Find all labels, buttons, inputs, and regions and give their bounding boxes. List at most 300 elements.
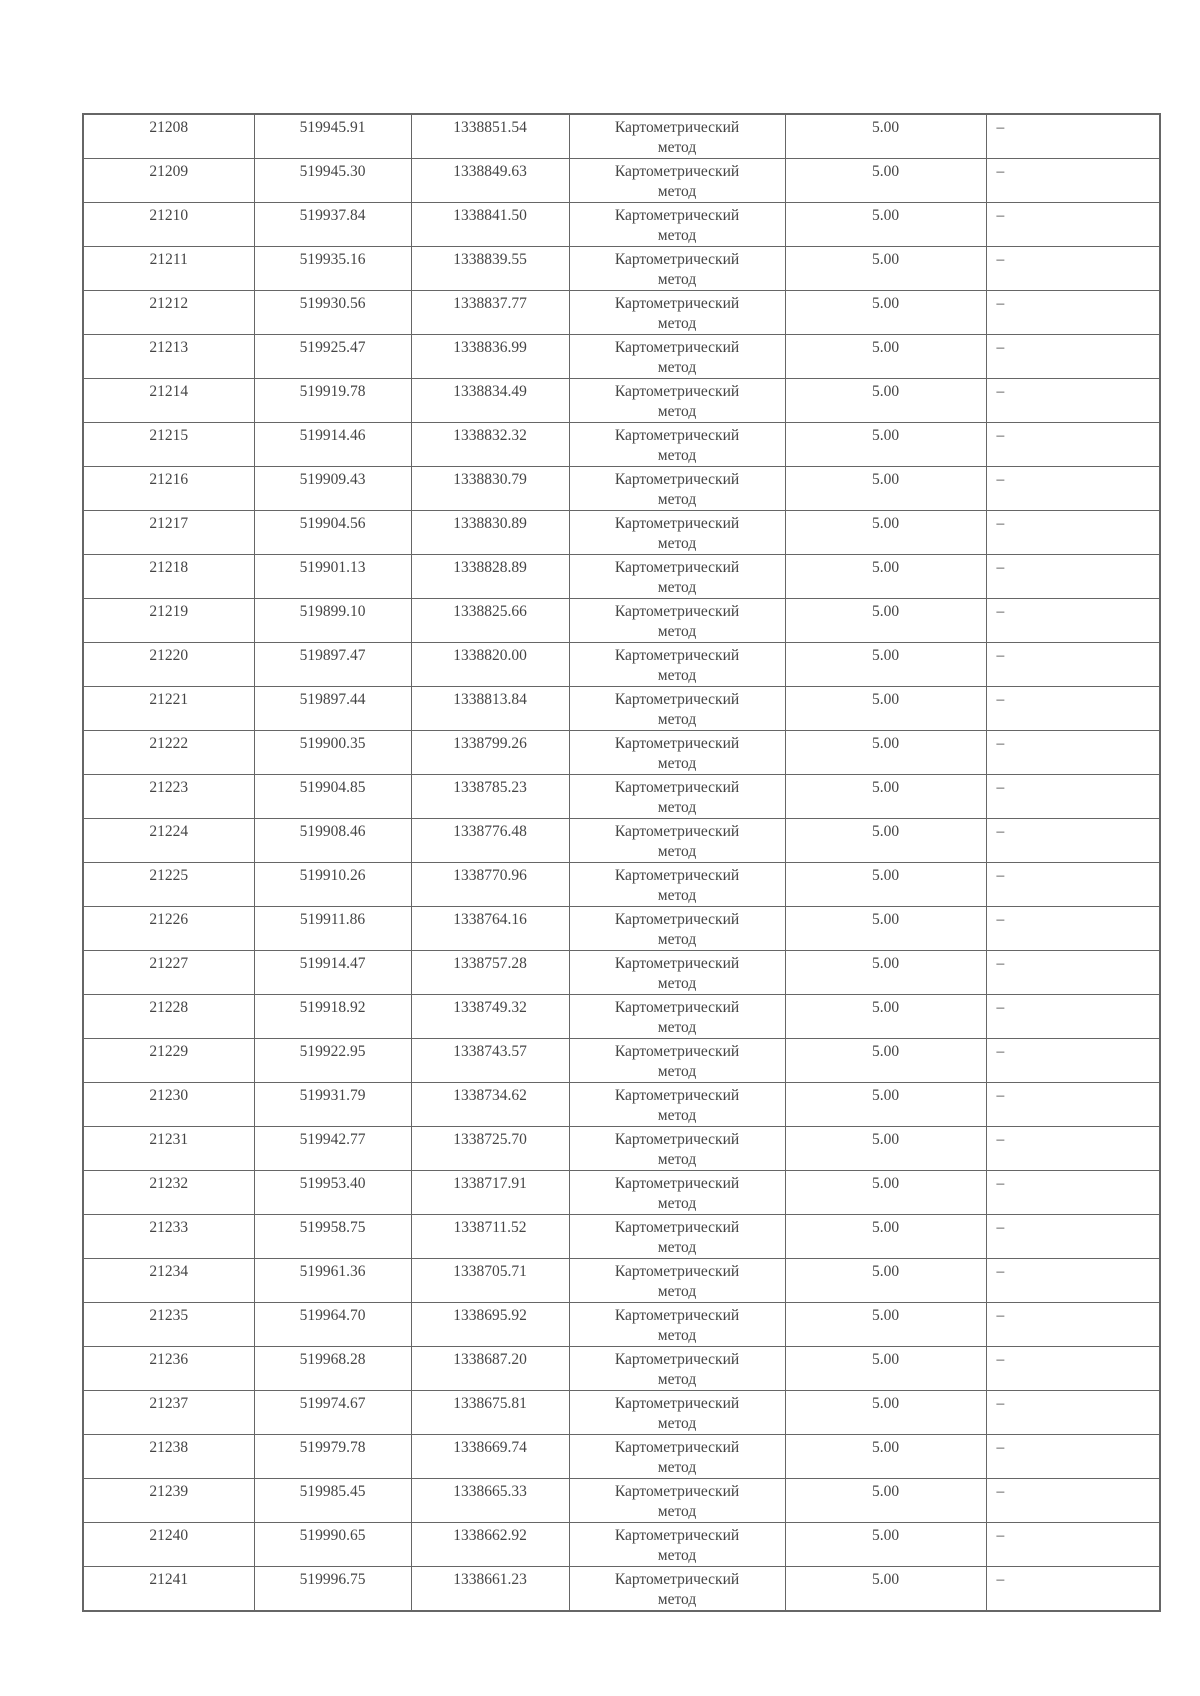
y-coordinate-cell: 1338743.57 xyxy=(411,1039,569,1083)
y-coordinate-cell: 1338841.50 xyxy=(411,203,569,247)
point-number-cell: 21212 xyxy=(83,291,254,335)
y-coordinate-cell: 1338830.79 xyxy=(411,467,569,511)
x-coordinate-cell: 519911.86 xyxy=(254,907,411,951)
point-number-cell: 21229 xyxy=(83,1039,254,1083)
y-coordinate-cell: 1338836.99 xyxy=(411,335,569,379)
x-coordinate-cell: 519914.47 xyxy=(254,951,411,995)
note-cell: – xyxy=(986,643,1160,687)
y-coordinate-cell: 1338799.26 xyxy=(411,731,569,775)
precision-cell: 5.00 xyxy=(785,1303,986,1347)
method-cell xyxy=(569,863,785,907)
x-coordinate-cell: 519899.10 xyxy=(254,599,411,643)
method-line2: метод xyxy=(657,887,697,904)
note-cell: – xyxy=(986,1391,1160,1435)
method-cell xyxy=(569,1479,785,1523)
method-cell xyxy=(569,1215,785,1259)
point-number-cell: 21214 xyxy=(83,379,254,423)
y-coordinate-cell: 1338834.49 xyxy=(411,379,569,423)
method-line1: Картометрический xyxy=(614,1131,740,1148)
method-cell xyxy=(569,995,785,1039)
point-number-cell: 21228 xyxy=(83,995,254,1039)
method-cell xyxy=(569,819,785,863)
precision-cell: 5.00 xyxy=(785,1391,986,1435)
method-line1: Картометрический xyxy=(614,559,740,576)
method-line2: метод xyxy=(657,799,697,816)
point-number-cell: 21220 xyxy=(83,643,254,687)
method-line2: метод xyxy=(657,1415,697,1432)
method-line1: Картометрический xyxy=(614,647,740,664)
note-cell: – xyxy=(986,555,1160,599)
note-cell: – xyxy=(986,731,1160,775)
method-cell xyxy=(569,203,785,247)
method-cell xyxy=(569,599,785,643)
table-row xyxy=(83,819,1160,863)
table-row xyxy=(83,555,1160,599)
y-coordinate-cell: 1338785.23 xyxy=(411,775,569,819)
method-line1: Картометрический xyxy=(614,383,740,400)
note-cell: – xyxy=(986,1567,1160,1612)
method-line1: Картометрический xyxy=(614,1087,740,1104)
point-number-cell: 21226 xyxy=(83,907,254,951)
y-coordinate-cell: 1338749.32 xyxy=(411,995,569,1039)
method-line1: Картометрический xyxy=(614,1351,740,1368)
table-row xyxy=(83,159,1160,203)
point-number-cell: 21241 xyxy=(83,1567,254,1612)
method-line1: Картометрический xyxy=(614,999,740,1016)
note-cell: – xyxy=(986,907,1160,951)
y-coordinate-cell: 1338757.28 xyxy=(411,951,569,995)
method-line2: метод xyxy=(657,843,697,860)
method-cell xyxy=(569,1127,785,1171)
point-number-cell: 21227 xyxy=(83,951,254,995)
point-number-cell: 21210 xyxy=(83,203,254,247)
y-coordinate-cell: 1338717.91 xyxy=(411,1171,569,1215)
method-line2: метод xyxy=(657,931,697,948)
method-line2: метод xyxy=(657,1239,697,1256)
table-row xyxy=(83,291,1160,335)
note-cell: – xyxy=(986,995,1160,1039)
y-coordinate-cell: 1338661.23 xyxy=(411,1567,569,1612)
table-row xyxy=(83,1215,1160,1259)
method-line1: Картометрический xyxy=(614,1263,740,1280)
precision-cell: 5.00 xyxy=(785,1259,986,1303)
x-coordinate-cell: 519897.44 xyxy=(254,687,411,731)
x-coordinate-cell: 519953.40 xyxy=(254,1171,411,1215)
method-line1: Картометрический xyxy=(614,1219,740,1236)
y-coordinate-cell: 1338776.48 xyxy=(411,819,569,863)
method-line2: метод xyxy=(657,1151,697,1168)
y-coordinate-cell: 1338734.62 xyxy=(411,1083,569,1127)
precision-cell: 5.00 xyxy=(785,423,986,467)
y-coordinate-cell: 1338832.32 xyxy=(411,423,569,467)
precision-cell: 5.00 xyxy=(785,159,986,203)
precision-cell: 5.00 xyxy=(785,335,986,379)
y-coordinate-cell: 1338725.70 xyxy=(411,1127,569,1171)
method-line2: метод xyxy=(657,491,697,508)
table-row xyxy=(83,863,1160,907)
note-cell: – xyxy=(986,114,1160,159)
point-number-cell: 21240 xyxy=(83,1523,254,1567)
method-line1: Картометрический xyxy=(614,823,740,840)
note-cell: – xyxy=(986,1347,1160,1391)
x-coordinate-cell: 519968.28 xyxy=(254,1347,411,1391)
table-row xyxy=(83,423,1160,467)
point-number-cell: 21239 xyxy=(83,1479,254,1523)
method-line1: Картометрический xyxy=(614,1439,740,1456)
method-cell xyxy=(569,335,785,379)
table-row xyxy=(83,1523,1160,1567)
table-row xyxy=(83,995,1160,1039)
method-line1: Картометрический xyxy=(614,251,740,268)
method-line2: метод xyxy=(657,1063,697,1080)
point-number-cell: 21238 xyxy=(83,1435,254,1479)
y-coordinate-cell: 1338662.92 xyxy=(411,1523,569,1567)
precision-cell: 5.00 xyxy=(785,599,986,643)
method-cell xyxy=(569,1567,785,1612)
method-line1: Картометрический xyxy=(614,1483,740,1500)
method-cell xyxy=(569,907,785,951)
method-cell xyxy=(569,1171,785,1215)
x-coordinate-cell: 519985.45 xyxy=(254,1479,411,1523)
method-line2: метод xyxy=(657,755,697,772)
x-coordinate-cell: 519990.65 xyxy=(254,1523,411,1567)
point-number-cell: 21234 xyxy=(83,1259,254,1303)
precision-cell: 5.00 xyxy=(785,775,986,819)
table-row xyxy=(83,951,1160,995)
table-row xyxy=(83,1039,1160,1083)
precision-cell: 5.00 xyxy=(785,1435,986,1479)
coordinates-table xyxy=(82,113,1161,1612)
method-line2: метод xyxy=(657,1371,697,1388)
point-number-cell: 21221 xyxy=(83,687,254,731)
y-coordinate-cell: 1338851.54 xyxy=(411,114,569,159)
table-row xyxy=(83,467,1160,511)
x-coordinate-cell: 519930.56 xyxy=(254,291,411,335)
method-line2: метод xyxy=(657,1503,697,1520)
point-number-cell: 21216 xyxy=(83,467,254,511)
point-number-cell: 21225 xyxy=(83,863,254,907)
note-cell: – xyxy=(986,1435,1160,1479)
method-cell xyxy=(569,1347,785,1391)
x-coordinate-cell: 519914.46 xyxy=(254,423,411,467)
y-coordinate-cell: 1338669.74 xyxy=(411,1435,569,1479)
method-cell xyxy=(569,379,785,423)
precision-cell: 5.00 xyxy=(785,907,986,951)
method-line1: Картометрический xyxy=(614,1571,740,1588)
note-cell: – xyxy=(986,511,1160,555)
table-row xyxy=(83,1347,1160,1391)
precision-cell: 5.00 xyxy=(785,555,986,599)
method-line1: Картометрический xyxy=(614,1395,740,1412)
table-row xyxy=(83,1259,1160,1303)
y-coordinate-cell: 1338665.33 xyxy=(411,1479,569,1523)
y-coordinate-cell: 1338695.92 xyxy=(411,1303,569,1347)
note-cell: – xyxy=(986,1039,1160,1083)
y-coordinate-cell: 1338705.71 xyxy=(411,1259,569,1303)
method-line2: метод xyxy=(657,183,697,200)
method-cell xyxy=(569,555,785,599)
x-coordinate-cell: 519931.79 xyxy=(254,1083,411,1127)
note-cell: – xyxy=(986,247,1160,291)
table-row xyxy=(83,247,1160,291)
point-number-cell: 21215 xyxy=(83,423,254,467)
precision-cell: 5.00 xyxy=(785,951,986,995)
table-row xyxy=(83,379,1160,423)
precision-cell: 5.00 xyxy=(785,379,986,423)
x-coordinate-cell: 519909.43 xyxy=(254,467,411,511)
method-cell xyxy=(569,247,785,291)
method-line1: Картометрический xyxy=(614,603,740,620)
table-row xyxy=(83,1171,1160,1215)
precision-cell: 5.00 xyxy=(785,1567,986,1612)
x-coordinate-cell: 519935.16 xyxy=(254,247,411,291)
table-row xyxy=(83,1479,1160,1523)
y-coordinate-cell: 1338839.55 xyxy=(411,247,569,291)
x-coordinate-cell: 519937.84 xyxy=(254,203,411,247)
y-coordinate-cell: 1338675.81 xyxy=(411,1391,569,1435)
note-cell: – xyxy=(986,1523,1160,1567)
note-cell: – xyxy=(986,1479,1160,1523)
note-cell: – xyxy=(986,1083,1160,1127)
table-row xyxy=(83,1435,1160,1479)
method-line1: Картометрический xyxy=(614,1527,740,1544)
y-coordinate-cell: 1338849.63 xyxy=(411,159,569,203)
method-line1: Картометрический xyxy=(614,207,740,224)
method-line2: метод xyxy=(657,1459,697,1476)
table-row xyxy=(83,114,1160,159)
method-line1: Картометрический xyxy=(614,911,740,928)
x-coordinate-cell: 519904.56 xyxy=(254,511,411,555)
method-cell xyxy=(569,1435,785,1479)
table-row xyxy=(83,687,1160,731)
y-coordinate-cell: 1338820.00 xyxy=(411,643,569,687)
precision-cell: 5.00 xyxy=(785,1523,986,1567)
y-coordinate-cell: 1338828.89 xyxy=(411,555,569,599)
point-number-cell: 21217 xyxy=(83,511,254,555)
method-line2: метод xyxy=(657,623,697,640)
precision-cell: 5.00 xyxy=(785,203,986,247)
table-row xyxy=(83,775,1160,819)
method-line2: метод xyxy=(657,271,697,288)
x-coordinate-cell: 519925.47 xyxy=(254,335,411,379)
table-row xyxy=(83,907,1160,951)
precision-cell: 5.00 xyxy=(785,1171,986,1215)
x-coordinate-cell: 519904.85 xyxy=(254,775,411,819)
precision-cell: 5.00 xyxy=(785,114,986,159)
x-coordinate-cell: 519945.30 xyxy=(254,159,411,203)
note-cell: – xyxy=(986,687,1160,731)
method-line1: Картометрический xyxy=(614,515,740,532)
method-line1: Картометрический xyxy=(614,163,740,180)
x-coordinate-cell: 519910.26 xyxy=(254,863,411,907)
precision-cell: 5.00 xyxy=(785,863,986,907)
method-line2: метод xyxy=(657,667,697,684)
precision-cell: 5.00 xyxy=(785,687,986,731)
method-line1: Картометрический xyxy=(614,119,740,136)
method-line1: Картометрический xyxy=(614,867,740,884)
method-line2: метод xyxy=(657,1283,697,1300)
method-cell xyxy=(569,423,785,467)
note-cell: – xyxy=(986,335,1160,379)
method-line2: метод xyxy=(657,711,697,728)
note-cell: – xyxy=(986,951,1160,995)
method-cell xyxy=(569,291,785,335)
method-line2: метод xyxy=(657,403,697,420)
method-line1: Картометрический xyxy=(614,339,740,356)
point-number-cell: 21232 xyxy=(83,1171,254,1215)
table-row xyxy=(83,511,1160,555)
note-cell: – xyxy=(986,159,1160,203)
y-coordinate-cell: 1338837.77 xyxy=(411,291,569,335)
y-coordinate-cell: 1338764.16 xyxy=(411,907,569,951)
x-coordinate-cell: 519901.13 xyxy=(254,555,411,599)
precision-cell: 5.00 xyxy=(785,247,986,291)
note-cell: – xyxy=(986,203,1160,247)
x-coordinate-cell: 519942.77 xyxy=(254,1127,411,1171)
precision-cell: 5.00 xyxy=(785,1127,986,1171)
method-line2: метод xyxy=(657,1107,697,1124)
table-row xyxy=(83,1391,1160,1435)
precision-cell: 5.00 xyxy=(785,995,986,1039)
y-coordinate-cell: 1338813.84 xyxy=(411,687,569,731)
x-coordinate-cell: 519908.46 xyxy=(254,819,411,863)
method-line1: Картометрический xyxy=(614,735,740,752)
method-line1: Картометрический xyxy=(614,471,740,488)
point-number-cell: 21222 xyxy=(83,731,254,775)
method-line1: Картометрический xyxy=(614,955,740,972)
x-coordinate-cell: 519922.95 xyxy=(254,1039,411,1083)
method-line1: Картометрический xyxy=(614,691,740,708)
method-cell xyxy=(569,1391,785,1435)
x-coordinate-cell: 519979.78 xyxy=(254,1435,411,1479)
note-cell: – xyxy=(986,1303,1160,1347)
x-coordinate-cell: 519958.75 xyxy=(254,1215,411,1259)
method-line2: метод xyxy=(657,535,697,552)
table-row xyxy=(83,1083,1160,1127)
method-cell xyxy=(569,114,785,159)
x-coordinate-cell: 519945.91 xyxy=(254,114,411,159)
method-cell xyxy=(569,775,785,819)
method-cell xyxy=(569,1523,785,1567)
method-line2: метод xyxy=(657,1195,697,1212)
method-cell xyxy=(569,511,785,555)
table-row xyxy=(83,1303,1160,1347)
method-cell xyxy=(569,1039,785,1083)
method-cell xyxy=(569,643,785,687)
note-cell: – xyxy=(986,1127,1160,1171)
note-cell: – xyxy=(986,863,1160,907)
point-number-cell: 21209 xyxy=(83,159,254,203)
point-number-cell: 21219 xyxy=(83,599,254,643)
note-cell: – xyxy=(986,819,1160,863)
note-cell: – xyxy=(986,1259,1160,1303)
table-row xyxy=(83,1567,1160,1612)
method-line1: Картометрический xyxy=(614,1043,740,1060)
point-number-cell: 21208 xyxy=(83,114,254,159)
method-line2: метод xyxy=(657,579,697,596)
x-coordinate-cell: 519964.70 xyxy=(254,1303,411,1347)
precision-cell: 5.00 xyxy=(785,643,986,687)
y-coordinate-cell: 1338770.96 xyxy=(411,863,569,907)
method-line2: метод xyxy=(657,1327,697,1344)
x-coordinate-cell: 519961.36 xyxy=(254,1259,411,1303)
x-coordinate-cell: 519996.75 xyxy=(254,1567,411,1612)
point-number-cell: 21237 xyxy=(83,1391,254,1435)
method-cell xyxy=(569,159,785,203)
point-number-cell: 21223 xyxy=(83,775,254,819)
method-line2: метод xyxy=(657,447,697,464)
point-number-cell: 21224 xyxy=(83,819,254,863)
precision-cell: 5.00 xyxy=(785,819,986,863)
point-number-cell: 21231 xyxy=(83,1127,254,1171)
precision-cell: 5.00 xyxy=(785,1347,986,1391)
method-line1: Картометрический xyxy=(614,295,740,312)
note-cell: – xyxy=(986,379,1160,423)
method-line1: Картометрический xyxy=(614,1307,740,1324)
method-cell xyxy=(569,467,785,511)
point-number-cell: 21213 xyxy=(83,335,254,379)
x-coordinate-cell: 519900.35 xyxy=(254,731,411,775)
precision-cell: 5.00 xyxy=(785,511,986,555)
point-number-cell: 21211 xyxy=(83,247,254,291)
y-coordinate-cell: 1338711.52 xyxy=(411,1215,569,1259)
precision-cell: 5.00 xyxy=(785,1215,986,1259)
y-coordinate-cell: 1338687.20 xyxy=(411,1347,569,1391)
method-line2: метод xyxy=(657,1019,697,1036)
table-row xyxy=(83,643,1160,687)
method-line2: метод xyxy=(657,359,697,376)
method-cell xyxy=(569,1303,785,1347)
precision-cell: 5.00 xyxy=(785,467,986,511)
method-cell xyxy=(569,687,785,731)
method-line2: метод xyxy=(657,975,697,992)
note-cell: – xyxy=(986,291,1160,335)
table-row xyxy=(83,731,1160,775)
table-row xyxy=(83,599,1160,643)
method-line1: Картометрический xyxy=(614,779,740,796)
note-cell: – xyxy=(986,775,1160,819)
precision-cell: 5.00 xyxy=(785,1039,986,1083)
point-number-cell: 21233 xyxy=(83,1215,254,1259)
method-line2: метод xyxy=(657,1591,697,1608)
precision-cell: 5.00 xyxy=(785,291,986,335)
note-cell: – xyxy=(986,423,1160,467)
point-number-cell: 21235 xyxy=(83,1303,254,1347)
note-cell: – xyxy=(986,1171,1160,1215)
y-coordinate-cell: 1338825.66 xyxy=(411,599,569,643)
point-number-cell: 21236 xyxy=(83,1347,254,1391)
point-number-cell: 21218 xyxy=(83,555,254,599)
coordinates-table-body xyxy=(83,114,1160,1611)
note-cell: – xyxy=(986,467,1160,511)
method-cell xyxy=(569,1259,785,1303)
precision-cell: 5.00 xyxy=(785,1479,986,1523)
method-line2: метод xyxy=(657,139,697,156)
method-cell xyxy=(569,1083,785,1127)
method-line2: метод xyxy=(657,315,697,332)
x-coordinate-cell: 519918.92 xyxy=(254,995,411,1039)
x-coordinate-cell: 519919.78 xyxy=(254,379,411,423)
method-cell xyxy=(569,731,785,775)
precision-cell: 5.00 xyxy=(785,1083,986,1127)
method-line2: метод xyxy=(657,1547,697,1564)
note-cell: – xyxy=(986,1215,1160,1259)
point-number-cell: 21230 xyxy=(83,1083,254,1127)
method-cell xyxy=(569,951,785,995)
table-row xyxy=(83,335,1160,379)
table-row xyxy=(83,1127,1160,1171)
method-line1: Картометрический xyxy=(614,1175,740,1192)
